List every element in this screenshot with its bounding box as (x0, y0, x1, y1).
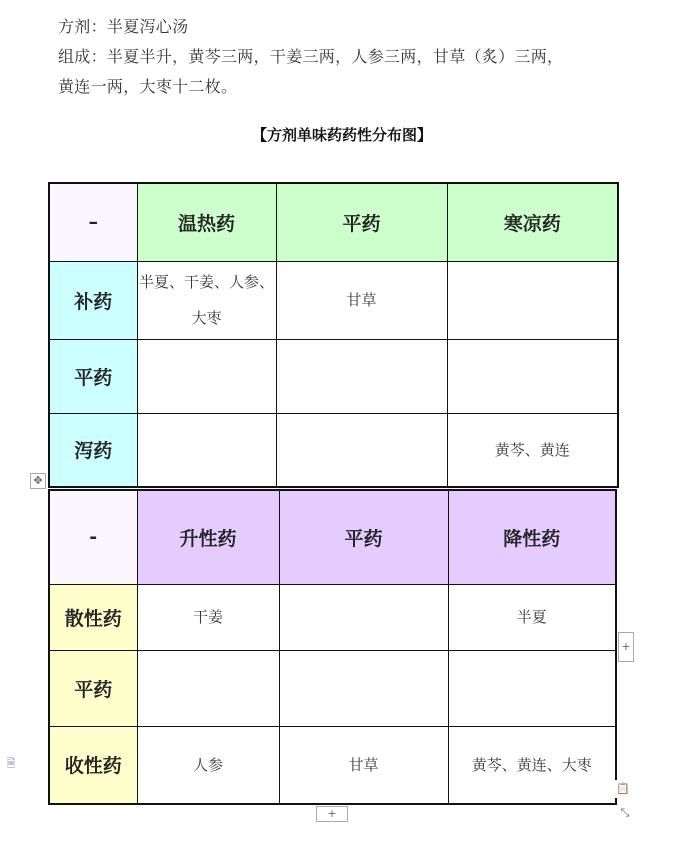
corner-cell: – (49, 183, 137, 261)
add-row-icon[interactable]: + (316, 806, 348, 822)
table-cell[interactable] (447, 261, 618, 339)
composition-line-continued: 黄连一两，大枣十二枚。 (58, 77, 238, 96)
corner-cell: - (49, 490, 137, 584)
table-cell[interactable]: 甘草 (276, 261, 447, 339)
table-cell[interactable] (137, 413, 276, 487)
add-column-icon[interactable]: + (618, 632, 634, 662)
table-cell[interactable]: 甘草 (279, 726, 448, 804)
table-cell[interactable]: 黄芩、黄连 (447, 413, 618, 487)
column-header-neutral: 平药 (276, 183, 447, 261)
table-cell[interactable]: 干姜 (137, 584, 279, 650)
table-cell[interactable] (137, 650, 279, 726)
column-header-neutral: 平药 (279, 490, 448, 584)
row-header-neutral: 平药 (49, 650, 137, 726)
table-row (49, 650, 616, 726)
table-cell[interactable]: 黄芩、黄连、大枣 (448, 726, 616, 804)
table-cell[interactable]: 人参 (137, 726, 279, 804)
table-cell[interactable] (276, 413, 447, 487)
table-cell[interactable]: 半夏、干姜、人参、大枣 (137, 261, 276, 339)
table-resize-icon[interactable]: ⤡ (618, 806, 632, 820)
table-header-row (49, 490, 616, 584)
table-row (49, 261, 618, 339)
table-cell[interactable]: 半夏 (448, 584, 616, 650)
table-cell[interactable] (276, 339, 447, 413)
row-header-purge: 泻药 (49, 413, 137, 487)
table-cell[interactable] (447, 339, 618, 413)
document-margin-icon[interactable]: 🗎 (0, 756, 22, 772)
column-header-cold: 寒凉药 (447, 183, 618, 261)
table-cell[interactable] (137, 339, 276, 413)
row-header-tonify: 补药 (49, 261, 137, 339)
table-cell[interactable] (279, 584, 448, 650)
row-header-neutral: 平药 (49, 339, 137, 413)
chart-title: 【方剂单味药药性分布图】 (251, 126, 432, 144)
column-header-ascending: 升性药 (137, 490, 279, 584)
column-header-warm: 温热药 (137, 183, 276, 261)
column-header-descending: 降性药 (448, 490, 616, 584)
row-header-dispersing: 散性药 (49, 584, 137, 650)
property-table-direction (48, 489, 617, 805)
table-row (49, 584, 616, 650)
table-cell[interactable] (279, 650, 448, 726)
table-row (49, 339, 618, 413)
property-table-temperature (48, 182, 619, 488)
table-header-row (49, 183, 618, 261)
formula-name-line: 方剂：半夏泻心汤 (58, 17, 189, 36)
row-header-astringing: 收性药 (49, 726, 137, 804)
paste-options-icon[interactable]: 📋 (612, 780, 634, 798)
table-cell[interactable] (448, 650, 616, 726)
table-row (49, 413, 618, 487)
table-move-icon[interactable]: ✥ (30, 473, 46, 489)
table-row (49, 726, 616, 804)
composition-line: 组成：半夏半升，黄芩三两，干姜三两，人参三两，甘草（炙）三两， (58, 47, 564, 66)
